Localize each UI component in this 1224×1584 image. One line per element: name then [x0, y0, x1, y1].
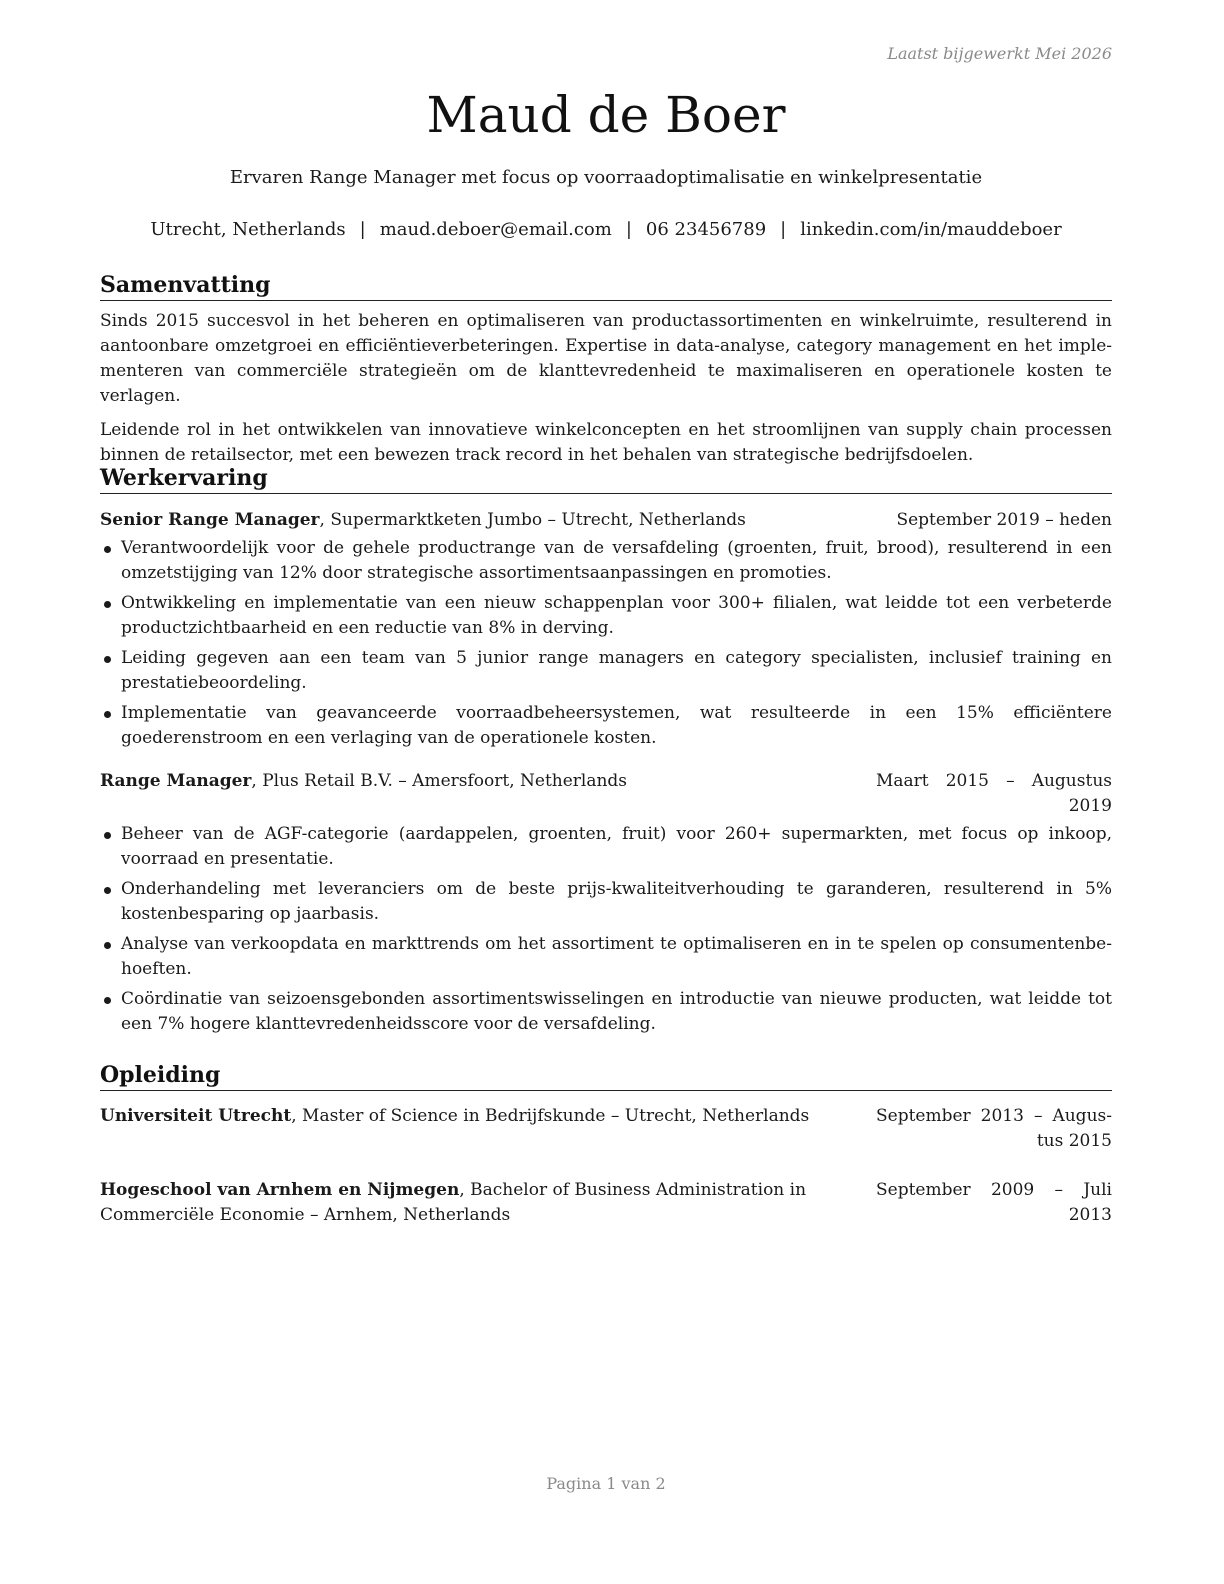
candidate-name: Maud de Boer	[426, 86, 786, 144]
list-item: Ontwikkeling en implementatie van een nieuw schappenplan voor 300+ filialen, wat leidde tot een verbeterde productzichtbaarheid en een reductie van 8% in derving.	[100, 591, 1112, 641]
job-role: Senior Range Manager	[100, 510, 320, 530]
tagline: Ervaren Range Manager met focus op voorraadoptimalisatie en winkelpresentatie	[229, 167, 983, 188]
last-updated: Laatst bijgewerkt Mei 2026	[887, 44, 1112, 63]
resume-page	[100, 0, 1112, 1584]
job-dates: September 2019 – heden	[896, 510, 1112, 530]
job-entry	[100, 508, 1112, 751]
education-school: Universiteit Utrecht	[100, 1106, 292, 1126]
page-number: Pagina 1 van 2	[546, 1474, 666, 1493]
job-bullets	[100, 536, 1112, 751]
job-bullets	[100, 822, 1112, 1037]
summary-paragraph: Sinds 2015 succesvol in het beheren en optimaliseren van productassortimenten en winkelruimte, resulterend in aantoonbare omzetgroei en efficiëntieverbeteringen. Expertise in data-analyse, category management en het implementeren van commerciële strategieën om de klanttevredenheid te maximaliseren en operationele kosten te verlagen.	[100, 311, 1112, 406]
list-item: Implementatie van geavanceerde voorraadbeheersystemen, wat resulteerde in een 15% efficiëntere goederenstroom en een verlaging van de operationele kosten.	[100, 701, 1112, 751]
education-degree: , Master of Science in Bedrijfskunde – Utrecht, Netherlands	[291, 1106, 810, 1126]
experience-section	[100, 464, 1112, 1042]
job-employer: , Plus Retail B.V. – Amersfoort, Netherlands	[251, 771, 628, 791]
list-item: Onderhandeling met leveranciers om de beste prijs-kwaliteitverhouding te garanderen, resulterend in 5% kostenbesparing op jaarbasis.	[100, 877, 1112, 927]
education-degree: , Bachelor of Business Administration in Commerciële Economie – Arnhem, Netherlands	[100, 1180, 807, 1225]
education-entry	[100, 1104, 1112, 1154]
education-entry	[100, 1178, 1112, 1228]
list-item: Coördinatie van seizoensgebonden assortimentswisselingen en introductie van nieuwe producten, wat leidde tot een 7% hogere klanttevredenheidsscore voor de versafdeling.	[100, 987, 1112, 1037]
separator: |	[780, 219, 787, 240]
separator: |	[625, 219, 632, 240]
education-section	[100, 1061, 1112, 1228]
job-dates: Maart 2015 – Augustus 2019	[876, 771, 1112, 816]
job-role: Range Manager	[100, 771, 252, 791]
list-item: Verantwoordelijk voor de gehele productrange van de versafdeling (groenten, fruit, brood), resulterend in een omzetstijging van 12% door strategische assortimentsaanpassingen en promoties.	[100, 536, 1112, 586]
job-employer: , Supermarktketen Jumbo – Utrecht, Netherlands	[319, 510, 746, 530]
education-dates: September 2013 – Augustus 2015	[876, 1106, 1112, 1151]
summary-paragraph: Leidende rol in het ontwikkelen van innovatieve winkelconcepten en het stroomlijnen van supply chain processen binnen de retailsector, met een bewezen track record in het behalen van strategische bedrijfsdoelen.	[100, 420, 1112, 465]
summary-section	[100, 271, 1112, 468]
section-title-experience: Werkervaring	[100, 464, 1112, 494]
section-title-education: Opleiding	[100, 1061, 1112, 1091]
list-item: Analyse van verkoopdata en markttrends om het assortiment te optimaliseren en in te spelen op consumentenbehoeften.	[100, 932, 1112, 982]
list-item: Beheer van de AGF-categorie (aardappelen, groenten, fruit) voor 260+ supermarkten, met focus op inkoop, voorraad en presentatie.	[100, 822, 1112, 872]
contact-email[interactable]: maud.deboer@email.com	[379, 219, 612, 240]
job-entry	[100, 769, 1112, 1037]
contact-location: Utrecht, Netherlands	[150, 219, 346, 240]
education-dates: September 2009 – Juli 2013	[876, 1180, 1112, 1225]
section-title-summary: Samenvatting	[100, 271, 1112, 301]
separator: |	[359, 219, 366, 240]
education-school: Hogeschool van Arnhem en Nijmegen	[100, 1180, 460, 1200]
list-item: Leiding gegeven aan een team van 5 junior range managers en category specialisten, inclusief training en prestatiebeoordeling.	[100, 646, 1112, 696]
job-header	[100, 508, 1112, 533]
job-header	[100, 769, 1112, 819]
contact-line	[100, 219, 1112, 240]
contact-linkedin[interactable]: linkedin.com/in/mauddeboer	[800, 219, 1062, 240]
contact-phone: 06 23456789	[645, 219, 767, 240]
